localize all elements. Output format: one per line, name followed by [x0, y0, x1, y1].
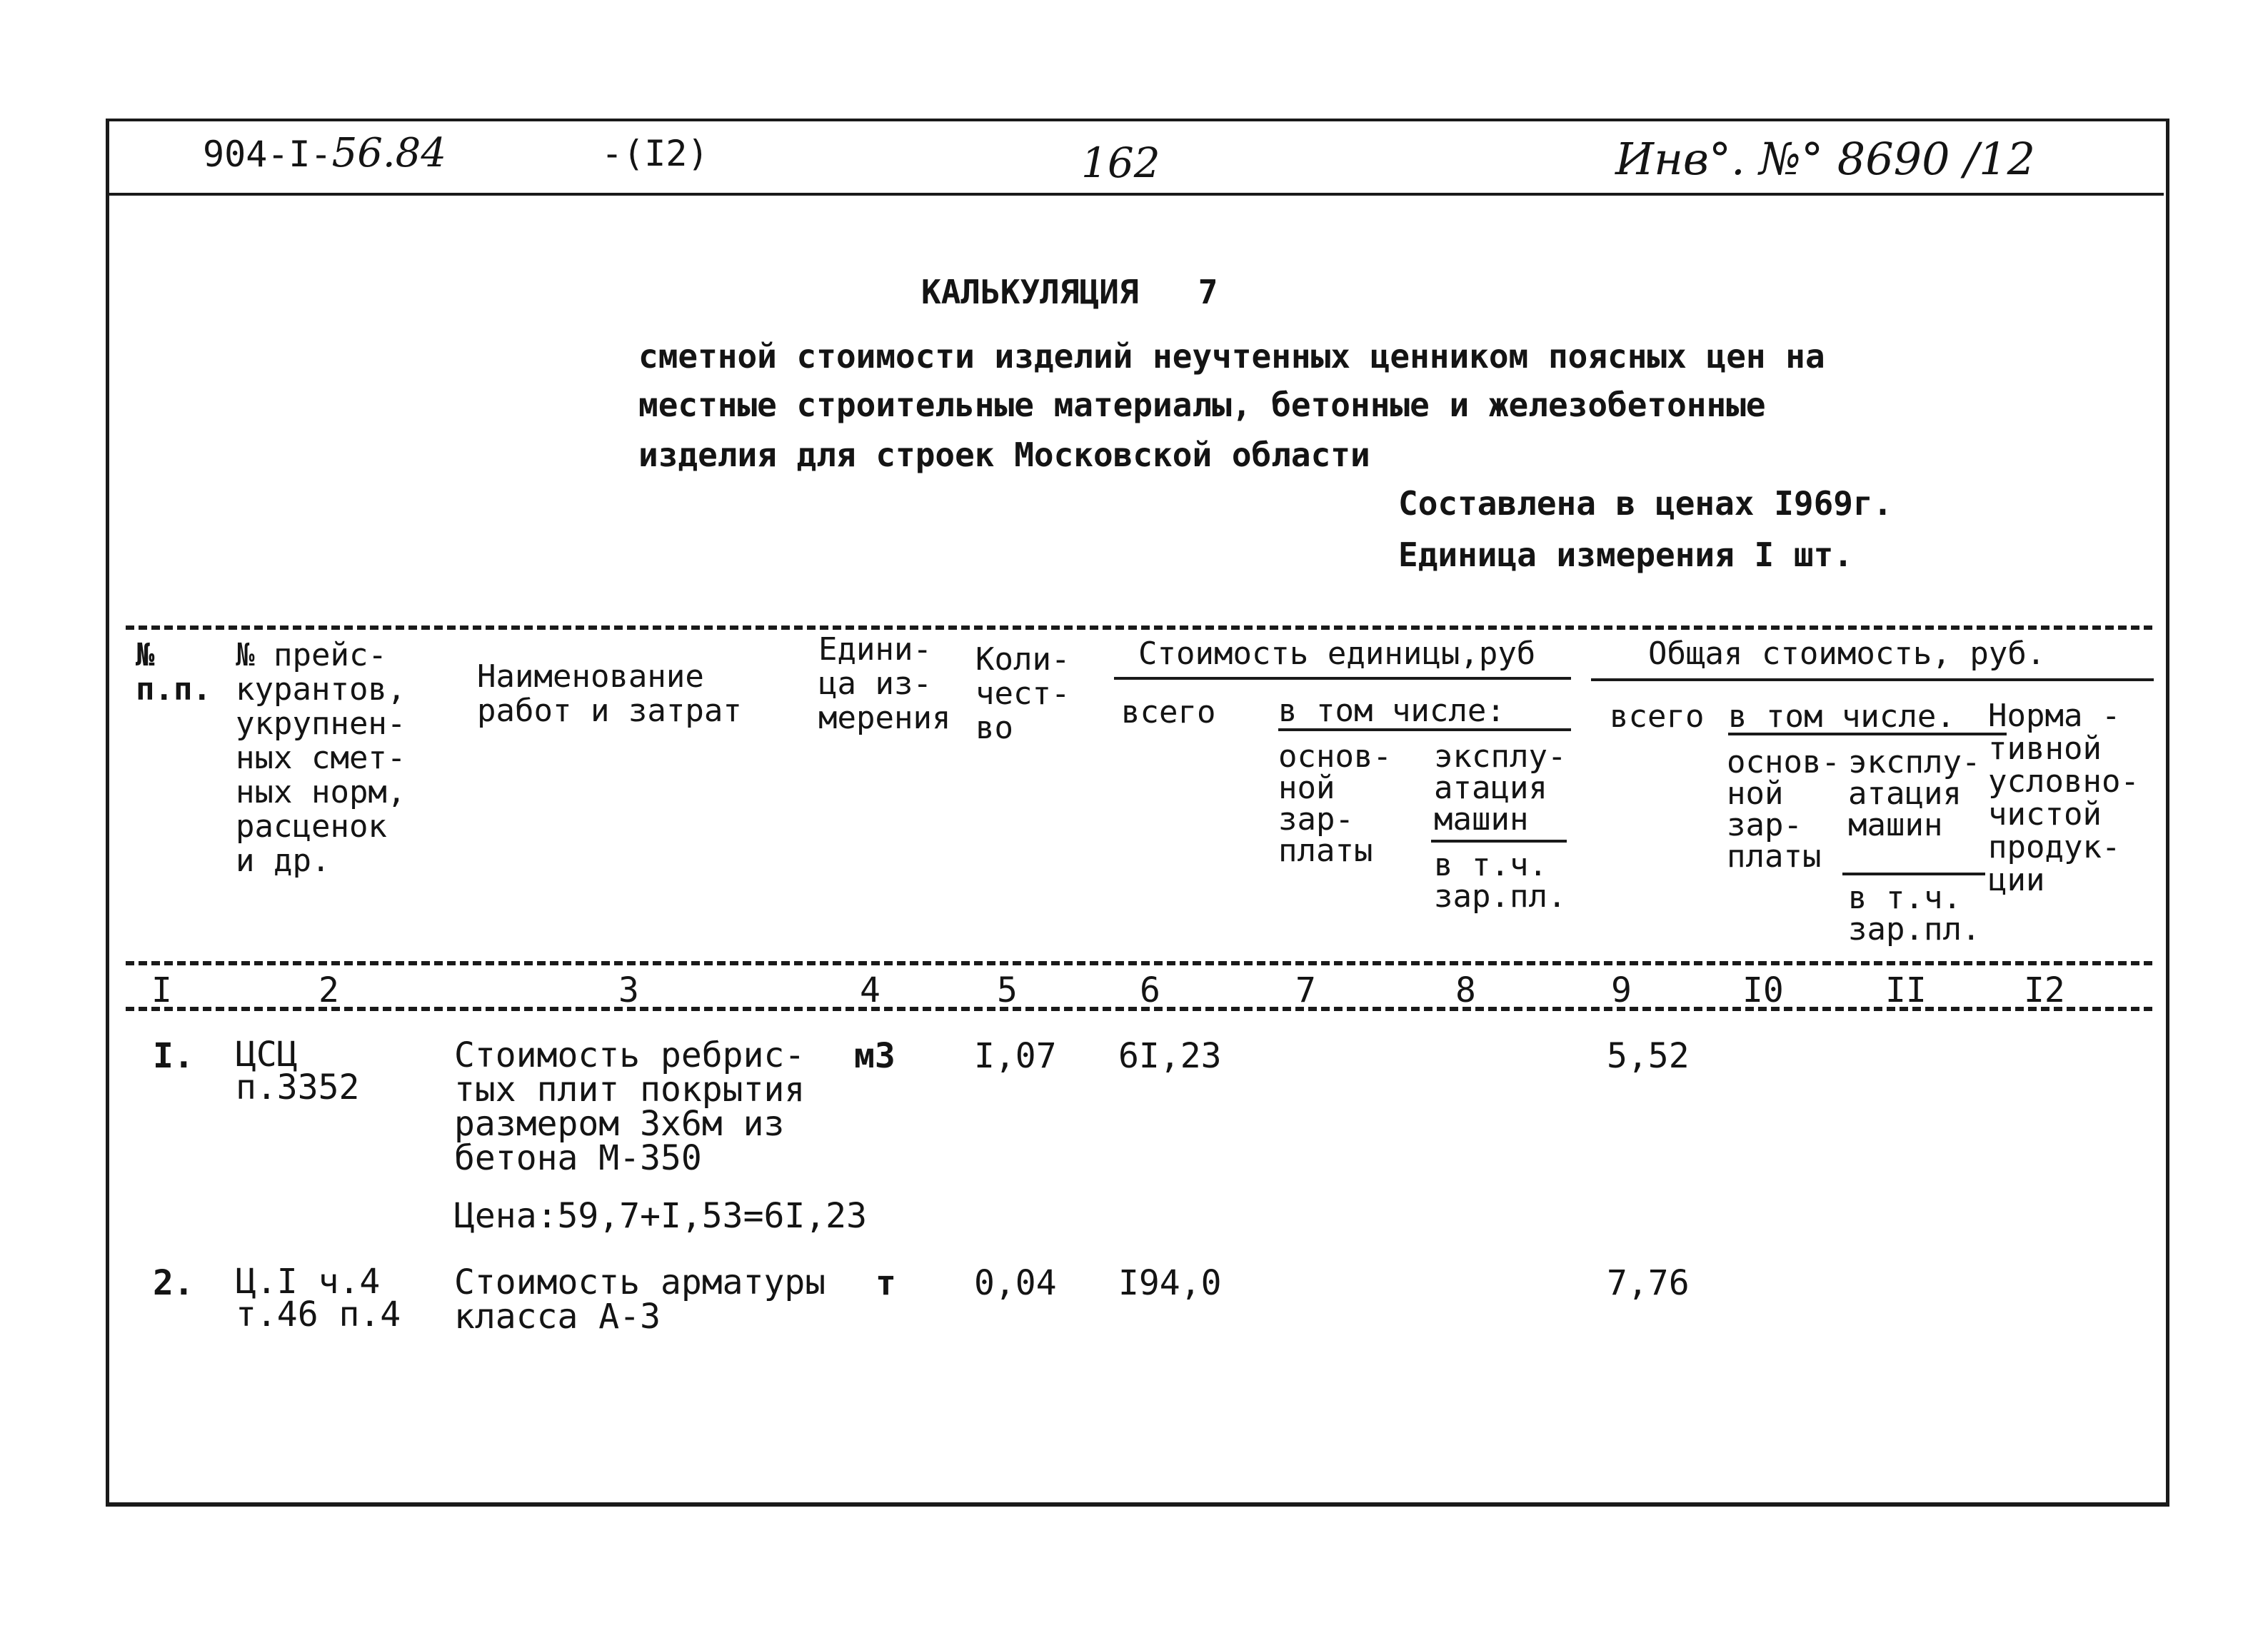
document-code-handwritten: 56.84 — [331, 130, 446, 176]
col-number-12: I2 — [2024, 970, 2065, 1010]
unit-of-measure: м3 — [854, 1036, 895, 1076]
total-cost: 7,76 — [1607, 1263, 1690, 1303]
col-header-total-machine-wages: в т.ч. зар.пл. — [1848, 880, 1981, 948]
price-formula: Цена:59,7+I,53=6I,23 — [454, 1196, 867, 1236]
row-number: 2. — [153, 1263, 194, 1303]
col-header-unit-machines: эксплу- атация машин — [1434, 738, 1567, 838]
col-number-8: 8 — [1455, 970, 1476, 1010]
column-number-rule — [126, 1007, 2152, 1011]
col-number-4: 4 — [860, 970, 880, 1010]
unit-note: Единица измерения I шт. — [1398, 536, 1853, 574]
price-list-ref: ЦСЦ п.3352 — [236, 1035, 360, 1107]
col-header-row-number: № п.п. — [136, 637, 211, 708]
document-code — [203, 130, 446, 176]
col-header-unit-total: всего — [1121, 694, 1216, 730]
unit-cost-group-header: Стоимость единицы,руб — [1138, 635, 1536, 672]
work-name: Стоимость ребрис- тых плит покрытия размером 3х6м из бетона М-350 — [454, 1035, 806, 1178]
col-header-total: всего — [1610, 698, 1705, 735]
col-header-net-output-norm: Норма - тивной условно- чистой продук- ции — [1988, 698, 2139, 898]
unit-of-measure: т — [875, 1263, 896, 1303]
unit-incl-rule — [1278, 728, 1571, 731]
total-incl-header: в том числе. — [1728, 698, 1955, 735]
col-number-11: II — [1885, 970, 1927, 1010]
row-number: I. — [153, 1036, 194, 1076]
col-number-6: 6 — [1140, 970, 1160, 1010]
unit-cost-total: I94,0 — [1118, 1263, 1222, 1303]
unit-incl-header: в том числе: — [1278, 693, 1505, 729]
total-cost: 5,52 — [1607, 1036, 1690, 1076]
col-header-unit-wages: основ- ной зар- платы — [1278, 738, 1392, 869]
unit-cost-total: 6I,23 — [1118, 1036, 1222, 1076]
sheet-number: -(I2) — [601, 133, 709, 174]
col-number-9: 9 — [1611, 970, 1632, 1010]
header-rule — [107, 193, 2164, 196]
col-header-price-list-ref: № прейс- курантов, укрупнен- ных смет- ных норм, расценок и др. — [236, 637, 406, 879]
col-header-unit-machine-wages: в т.ч. зар.пл. — [1434, 847, 1567, 915]
title-line-3: изделия для строек Московской области — [638, 436, 1370, 474]
calculation-heading: КАЛЬКУЛЯЦИЯ 7 — [921, 273, 1218, 311]
col-header-total-machines: эксплу- атация машин — [1848, 744, 1981, 843]
col-number-3: 3 — [618, 970, 639, 1010]
col-number-5: 5 — [997, 970, 1018, 1010]
total-cost-group-header: Общая стоимость, руб. — [1648, 635, 2046, 672]
col-number-1: I — [151, 970, 172, 1010]
col-number-10: I0 — [1742, 970, 1784, 1010]
total-machines-rule — [1842, 873, 1985, 875]
total-incl-rule — [1728, 733, 2007, 735]
page-number-handwritten: 162 — [1081, 139, 1160, 187]
col-number-2: 2 — [318, 970, 339, 1010]
col-number-7: 7 — [1295, 970, 1316, 1010]
col-header-total-wages: основ- ной зар- платы — [1727, 744, 1840, 875]
quantity: I,07 — [974, 1036, 1057, 1076]
quantity: 0,04 — [974, 1263, 1057, 1303]
work-name: Стоимость арматуры класса А-3 — [454, 1262, 826, 1337]
price-list-ref: Ц.I ч.4 т.46 п.4 — [236, 1262, 401, 1335]
col-header-unit: Едини- ца из- мерения — [818, 631, 951, 736]
col-header-work-name: Наименование работ и затрат — [477, 658, 742, 729]
total-cost-group-rule — [1591, 678, 2154, 681]
table-top-rule — [126, 625, 2152, 630]
prices-note: Составлена в ценах I969г. — [1398, 484, 1893, 523]
inventory-number-handwritten: Инв°. №° 8690 /12 — [1615, 133, 2036, 185]
document-code-printed: 904-I- — [203, 134, 332, 175]
title-line-1: сметной стоимости изделий неучтенных ценником поясных цен на — [638, 337, 1825, 376]
col-header-quantity: Коли- чест- во — [975, 641, 1070, 746]
title-line-2: местные строительные материалы, бетонные и железобетонные — [638, 386, 1766, 424]
unit-cost-group-rule — [1114, 677, 1571, 680]
unit-machines-rule — [1431, 840, 1567, 843]
header-bottom-rule — [126, 961, 2152, 965]
